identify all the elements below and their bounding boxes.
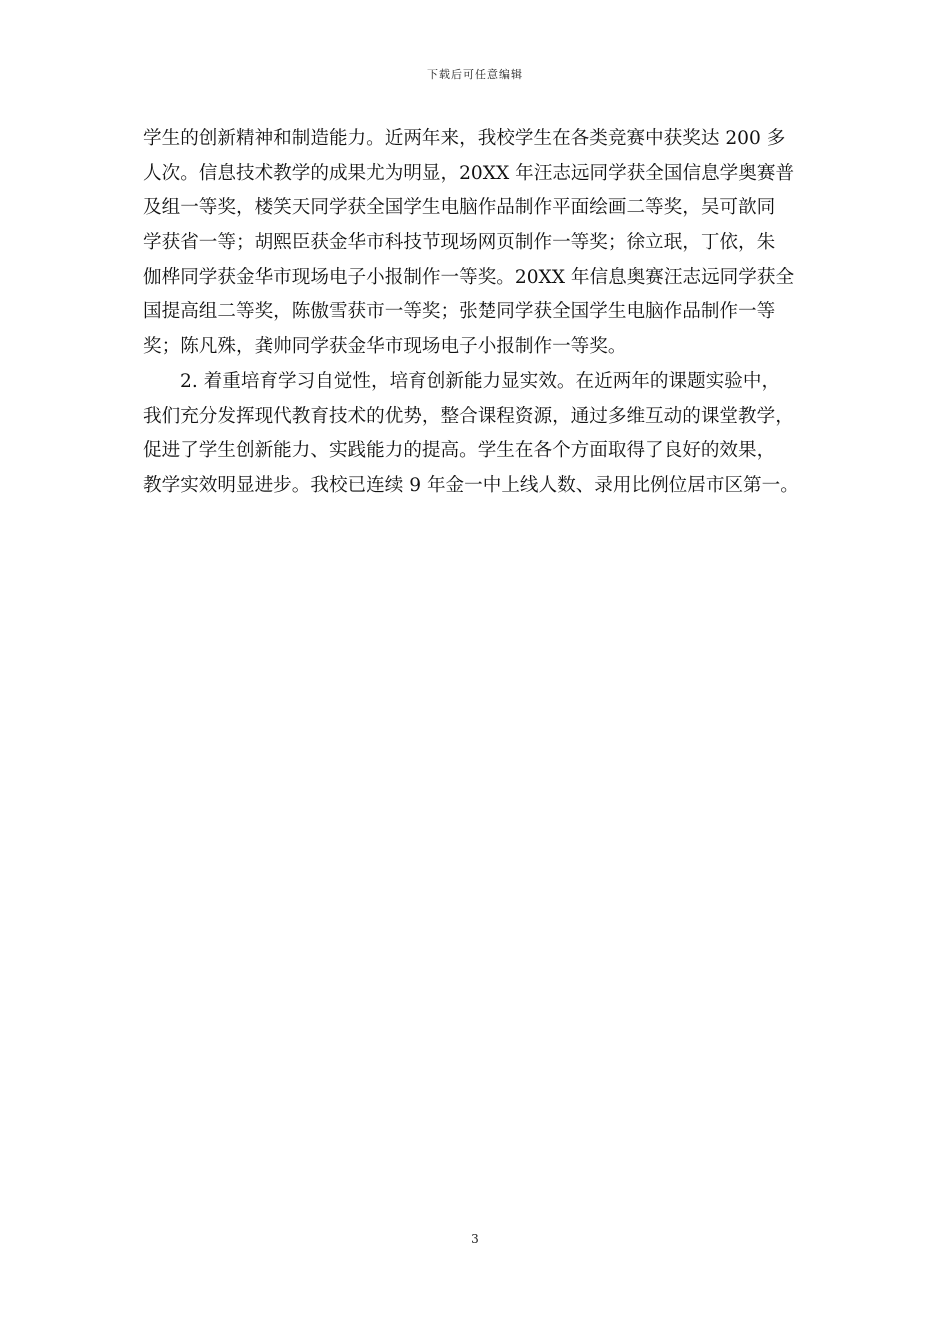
- body-text: [143, 122, 813, 504]
- page-number: 3: [471, 1232, 479, 1246]
- paragraph-awards: [143, 122, 813, 365]
- text-line: 教学实效明显进步。我校已连续 9 年金一中上线人数、录用比例位居市区第一。: [143, 474, 799, 496]
- text-line: 人次。信息技术教学的成果尤为明显，20XX 年汪志远同学获全国信息学奥赛普: [143, 162, 795, 184]
- text-line: 国提高组二等奖，陈傲雪获市一等奖；张楚同学获全国学生电脑作品制作一等: [143, 301, 776, 323]
- text-line: 学生的创新精神和制造能力。近两年来，我校学生在各类竞赛中获奖达 200 多: [143, 128, 786, 149]
- text-line: 2. 着重培育学习自觉性，培育创新能力显实效。在近两年的课题实验中，: [180, 370, 781, 392]
- paragraph-learning-autonomy: [143, 365, 813, 504]
- text-line: 学获省一等；胡熙臣获金华市科技节现场网页制作一等奖；徐立珉，丁依，朱: [143, 232, 776, 254]
- text-line: 我们充分发挥现代教育技术的优势，整合课程资源，通过多维互动的课堂教学，: [143, 405, 794, 427]
- text-line: 及组一等奖，楼笑天同学获全国学生电脑作品制作平面绘画二等奖，吴可歆同: [143, 197, 776, 219]
- text-line: 伽桦同学获金华市现场电子小报制作一等奖。20XX 年信息奥赛汪志远同学获全: [143, 266, 795, 288]
- text-line: 奖；陈凡殊，龚帅同学获金华市现场电子小报制作一等奖。: [143, 336, 627, 358]
- text-line: 促进了学生创新能力、实践能力的提高。学生在各个方面取得了良好的效果，: [143, 440, 776, 462]
- page-header: 下载后可任意编辑: [427, 68, 523, 81]
